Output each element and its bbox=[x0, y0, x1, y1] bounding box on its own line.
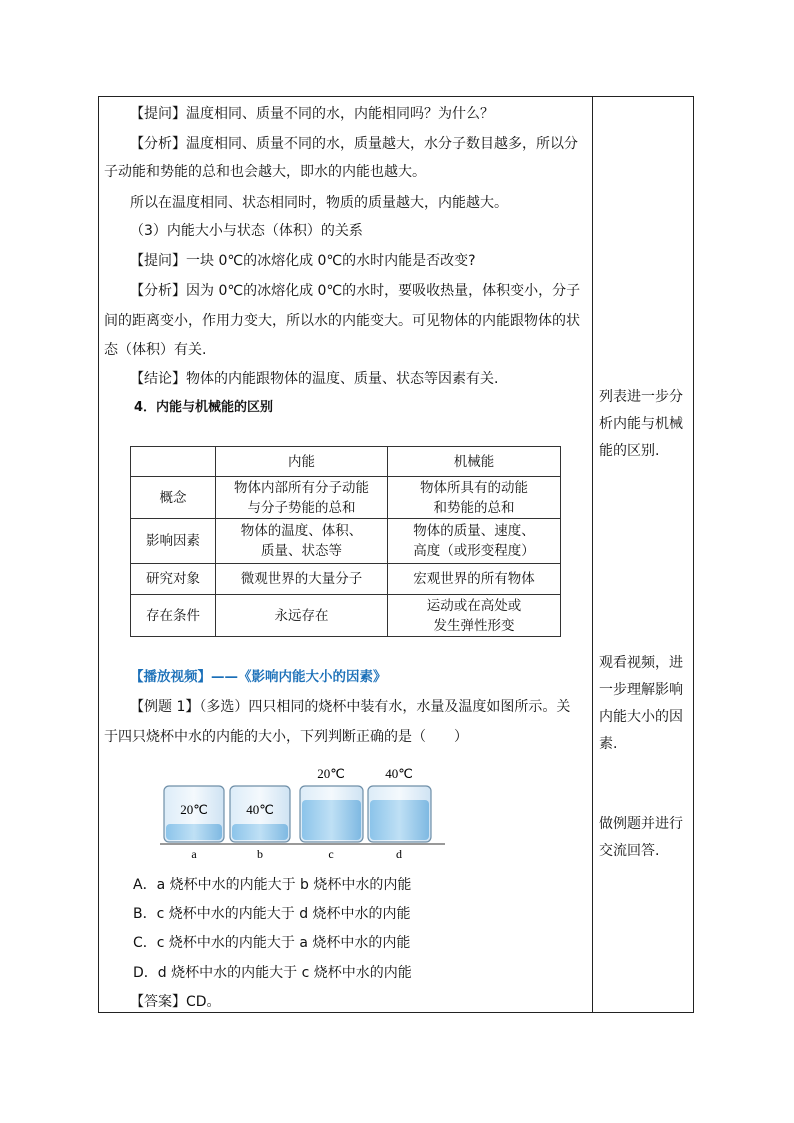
summary-paragraph: 所以在温度相同、状态相同时，物质的质量越大，内能越大。 bbox=[130, 195, 508, 211]
cell-line: 物体的温度、体积、 bbox=[240, 523, 363, 539]
table-header-row bbox=[131, 447, 561, 477]
cell-line: 物体的质量、速度、 bbox=[413, 523, 535, 539]
question-paragraph: 【提问】温度相同、质量不同的水，内能相同吗？为什么？ bbox=[130, 106, 494, 122]
question-paragraph-2: 【提问】一块 0℃的冰熔化成 0℃的水时内能是否改变? bbox=[130, 253, 476, 269]
beaker-temp-label: 20℃ bbox=[317, 766, 345, 781]
row-label: 概念 bbox=[131, 477, 216, 519]
analysis-line-1: 【分析】温度相同、质量不同的水，质量越大，水分子数目越多，所以分 bbox=[130, 136, 578, 152]
table-cell bbox=[388, 477, 561, 519]
column-divider bbox=[592, 96, 593, 1013]
beaker-temp-label: 40℃ bbox=[246, 802, 274, 817]
beaker-temp-label: 20℃ bbox=[180, 802, 208, 817]
beaker-id-label: d bbox=[396, 847, 402, 861]
table-cell bbox=[388, 595, 561, 637]
cell-line: 与分子势能的总和 bbox=[247, 499, 356, 516]
cell-line: 运动或在高处或 bbox=[426, 597, 522, 614]
table-cell bbox=[216, 477, 388, 519]
subheading-3: （3）内能大小与状态（体积）的关系 bbox=[130, 223, 363, 239]
table-row bbox=[131, 595, 561, 637]
beaker-c bbox=[300, 766, 363, 861]
example-line-2: 于四只烧杯中水的内能的大小，下列判断正确的是（ ） bbox=[104, 729, 468, 745]
row-label: 影响因素 bbox=[131, 519, 216, 564]
comparison-table bbox=[130, 446, 561, 637]
side-note-table: 列表进一步分析内能与机械能的区别. bbox=[599, 389, 683, 459]
table-cell: 微观世界的大量分子 bbox=[216, 564, 388, 595]
beaker-id-label: c bbox=[328, 847, 334, 861]
table-header-empty bbox=[131, 447, 216, 477]
analysis2-line-2: 间的距离变小，作用力变大，所以水的内能变大。可见物体的内能跟物体的状 bbox=[104, 313, 580, 329]
conclusion-paragraph: 【结论】物体的内能跟物体的温度、质量、状态等因素有关. bbox=[130, 371, 499, 387]
answer-line: 【答案】CD。 bbox=[130, 994, 221, 1010]
table-row bbox=[131, 477, 561, 519]
option-c: C．c 烧杯中水的内能大于 a 烧杯中水的内能 bbox=[133, 935, 411, 951]
analysis2-line-1: 【分析】因为 0℃的冰熔化成 0℃的水时，要吸收热量，体积变小，分子 bbox=[130, 283, 581, 299]
beaker-a bbox=[164, 786, 224, 861]
table-row bbox=[131, 519, 561, 564]
row-label: 研究对象 bbox=[131, 564, 216, 595]
analysis-line-2: 子动能和势能的总和也会越大，即水的内能也越大。 bbox=[104, 164, 426, 180]
side-note-video: 观看视频，进一步理解影响内能大小的因素. bbox=[599, 655, 683, 752]
cell-line: 和势能的总和 bbox=[433, 499, 515, 516]
table-cell: 宏观世界的所有物体 bbox=[388, 564, 561, 595]
row-label: 存在条件 bbox=[131, 595, 216, 637]
cell-line: 发生弹性形变 bbox=[433, 617, 515, 634]
cell-line: 高度（或形变程度） bbox=[413, 543, 535, 559]
option-d: D．d 烧杯中水的内能大于 c 烧杯中水的内能 bbox=[133, 965, 412, 981]
table-cell bbox=[216, 519, 388, 564]
cell-line: 物体内部所有分子动能 bbox=[234, 479, 369, 496]
beakers-figure bbox=[160, 762, 450, 862]
play-video-link[interactable]: 【播放视频】——《影响内能大小的因素》 bbox=[130, 669, 387, 685]
beaker-b bbox=[230, 786, 290, 861]
analysis2-line-3: 态（体积）有关. bbox=[104, 342, 207, 358]
beaker-id-label: a bbox=[191, 847, 197, 861]
cell-line: 物体所具有的动能 bbox=[420, 479, 528, 496]
beaker-temp-label: 40℃ bbox=[385, 766, 413, 781]
table-cell bbox=[388, 519, 561, 564]
heading-4: 4．内能与机械能的区别 bbox=[134, 400, 274, 415]
beaker-d bbox=[368, 766, 431, 861]
side-note-example: 做例题并进行交流回答. bbox=[599, 816, 683, 859]
option-b: B．c 烧杯中水的内能大于 d 烧杯中水的内能 bbox=[133, 906, 411, 922]
example-line-1: 【例题 1】（多选）四只相同的烧杯中装有水，水量及温度如图所示。关 bbox=[130, 699, 571, 715]
table-cell: 永远存在 bbox=[216, 595, 388, 637]
option-a: A．a 烧杯中水的内能大于 b 烧杯中水的内能 bbox=[133, 877, 412, 893]
table-header-internal-energy: 内能 bbox=[216, 447, 388, 477]
beaker-id-label: b bbox=[257, 847, 263, 861]
table-header-mechanical-energy: 机械能 bbox=[388, 447, 561, 477]
cell-line: 质量、状态等 bbox=[261, 543, 342, 559]
table-row bbox=[131, 564, 561, 595]
